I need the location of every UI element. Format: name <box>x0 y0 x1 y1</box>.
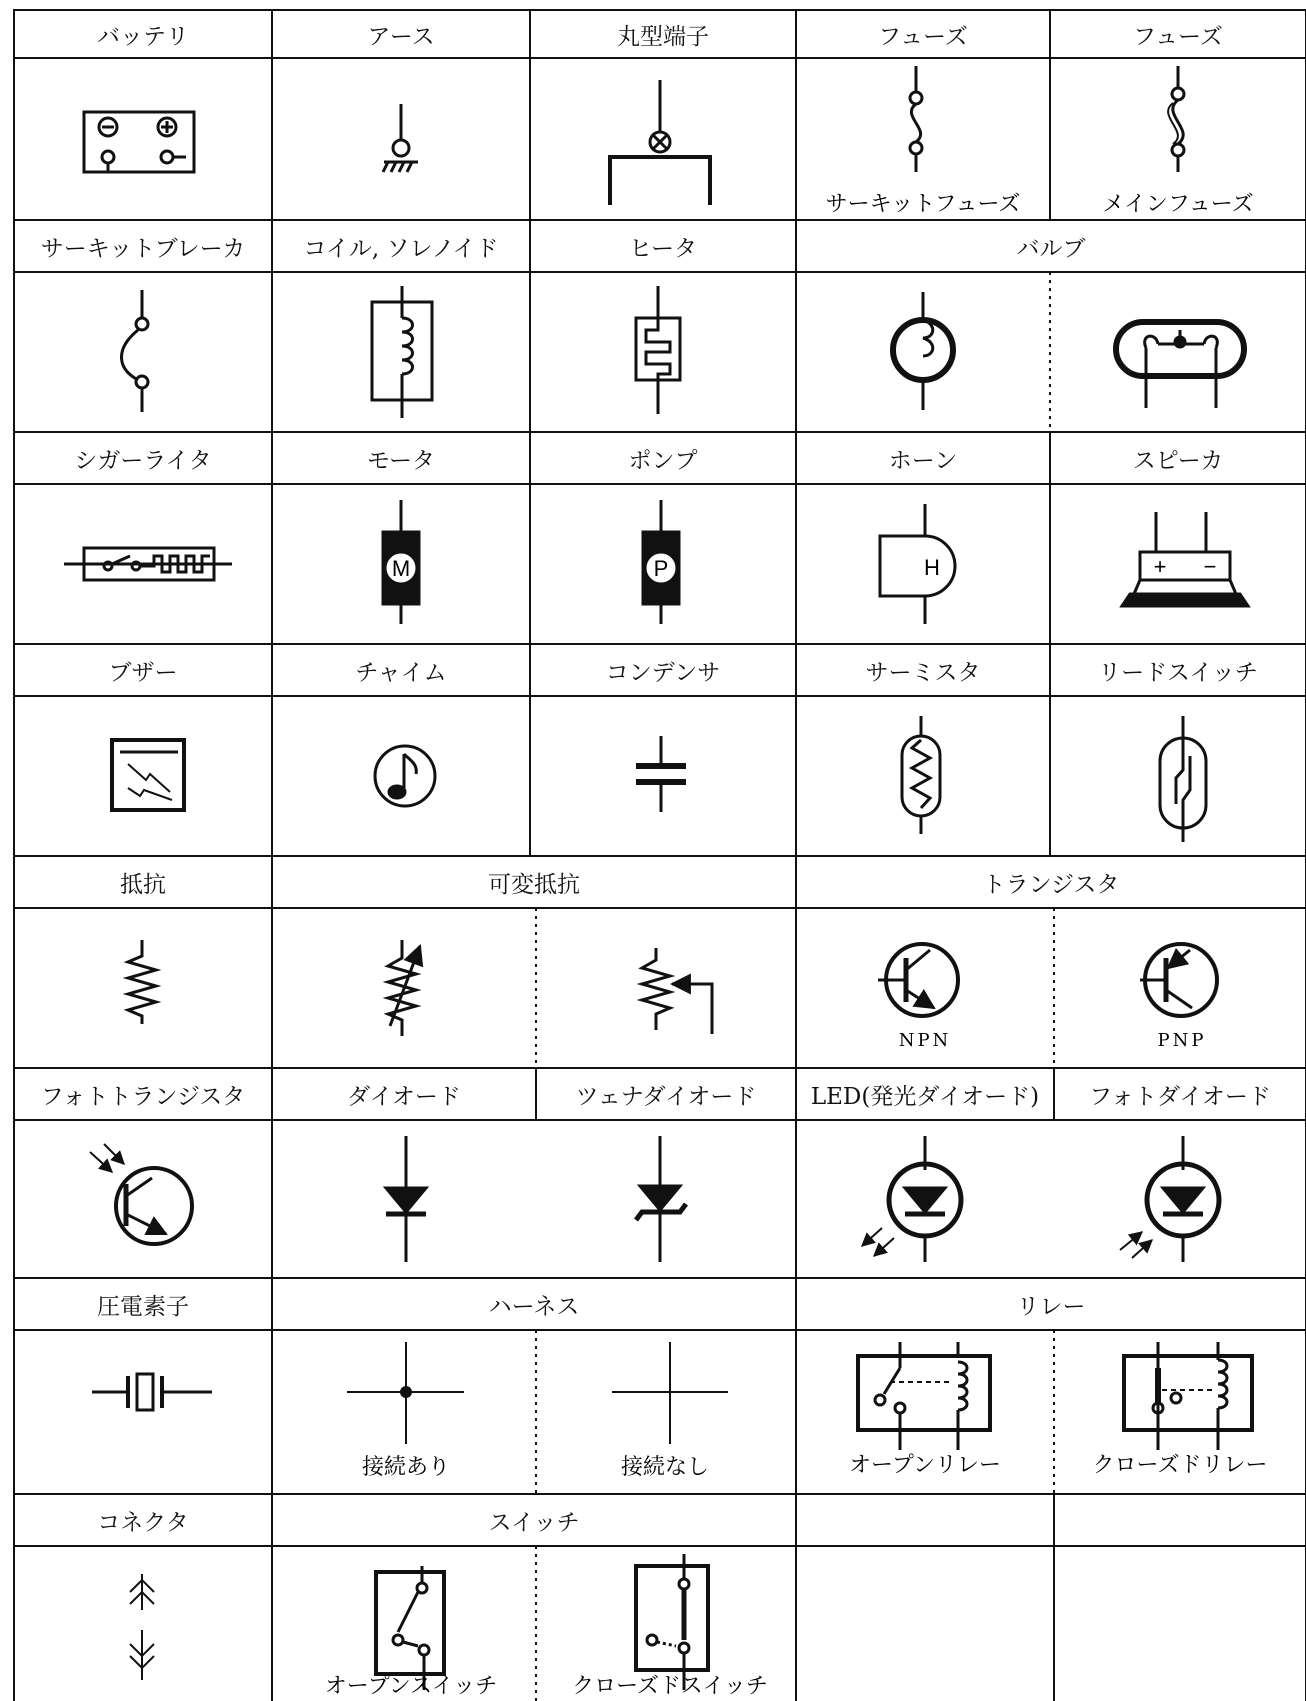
variable-resistor-icon <box>388 940 420 1036</box>
horn-icon <box>880 504 955 624</box>
header-earth: アース <box>367 24 435 50</box>
harness-connected-icon <box>347 1342 464 1444</box>
closed-relay-icon <box>1124 1342 1252 1450</box>
table-grid <box>14 10 1306 1701</box>
header-cigar-lighter: シガーライタ <box>74 448 212 474</box>
caption-closed-switch: クローズドスイッチ <box>572 1674 768 1699</box>
header-variable-resistor: 可変抵抗 <box>488 872 580 898</box>
header-relay: リレー <box>1016 1294 1086 1320</box>
caption-open-switch: オープンスイッチ <box>324 1674 498 1699</box>
header-led: LED(発光ダイオード) <box>810 1084 1040 1110</box>
open-switch-icon <box>376 1566 444 1690</box>
header-battery: バッテリ <box>97 24 189 50</box>
header-ring-terminal: 丸型端子 <box>617 24 709 50</box>
header-coil-solenoid: コイル, ソレノイド <box>303 236 499 262</box>
coil-solenoid-icon <box>372 286 432 418</box>
condenser-icon <box>636 736 686 812</box>
zener-diode-icon <box>636 1136 686 1262</box>
ring-terminal-icon <box>610 80 710 205</box>
caption-circuit-fuse: サーキットフューズ <box>825 192 1021 217</box>
header-piezo: 圧電素子 <box>97 1294 189 1320</box>
bulb-icon <box>893 292 953 410</box>
cigar-lighter-icon <box>64 548 232 580</box>
header-heater: ヒータ <box>628 236 698 262</box>
caption-open-relay: オープンリレー <box>848 1453 1002 1478</box>
header-transistor: トランジスタ <box>982 872 1120 898</box>
header-buzzer: ブザー <box>108 660 178 686</box>
pump-label: P <box>653 556 669 581</box>
header-thermistor: サーミスタ <box>865 660 981 686</box>
motor-label: M <box>391 556 411 581</box>
heater-icon <box>636 286 680 414</box>
circuit-fuse-icon <box>910 66 922 172</box>
thermistor-icon <box>902 716 940 834</box>
variable-resistor-alt-icon <box>642 948 712 1034</box>
npn-transistor-icon <box>878 944 958 1016</box>
header-photodiode: フォトダイオード <box>1089 1084 1271 1110</box>
header-phototransistor: フォトトランジスタ <box>40 1084 246 1110</box>
closed-switch-icon <box>636 1554 708 1690</box>
circuit-breaker-icon <box>122 290 149 412</box>
connector-icon <box>130 1574 154 1680</box>
header-harness: ハーネス <box>488 1294 580 1320</box>
header-motor: モータ <box>366 448 436 474</box>
bulb-double-filament-icon <box>1116 322 1244 408</box>
header-zener-diode: ツェナダイオード <box>575 1084 757 1110</box>
header-bulb: バルブ <box>1016 236 1086 262</box>
main-fuse-icon <box>1168 66 1184 172</box>
horn-label: H <box>924 555 940 580</box>
battery-icon <box>84 112 194 172</box>
header-connector: コネクタ <box>97 1510 189 1536</box>
header-pump: ポンプ <box>628 448 698 474</box>
reed-switch-icon <box>1160 716 1206 842</box>
header-fuse: フューズ <box>878 24 968 50</box>
harness-unconnected-icon <box>612 1342 728 1444</box>
header-condenser: コンデンサ <box>605 660 721 686</box>
header-reed-switch: リードスイッチ <box>1098 660 1258 686</box>
header-resistor: 抵抗 <box>120 872 166 898</box>
header-circuit-breaker: サーキットブレーカ <box>40 236 246 262</box>
header-switch: スイッチ <box>488 1510 580 1536</box>
led-icon <box>862 1136 961 1262</box>
header-fuse: フューズ <box>1133 24 1223 50</box>
header-speaker: スピーカ <box>1132 448 1224 474</box>
earth-icon <box>383 104 418 172</box>
chime-icon <box>375 746 435 806</box>
buzzer-icon <box>112 740 184 810</box>
piezo-icon <box>92 1374 212 1410</box>
npn-label: NPN <box>898 1030 952 1051</box>
header-chime: チャイム <box>355 660 447 686</box>
photodiode-icon <box>1120 1136 1219 1262</box>
diode-icon <box>386 1136 426 1262</box>
speaker-plus-sign: + <box>1153 554 1167 579</box>
resistor-icon <box>128 940 156 1024</box>
pnp-label: PNP <box>1157 1030 1207 1051</box>
caption-closed-relay: クローズドリレー <box>1092 1453 1268 1478</box>
header-horn: ホーン <box>888 448 958 474</box>
phototransistor-icon <box>90 1144 192 1244</box>
pnp-transistor-icon <box>1140 944 1217 1016</box>
open-relay-icon <box>858 1342 990 1450</box>
header-diode: ダイオード <box>347 1084 461 1110</box>
speaker-icon <box>1122 512 1248 606</box>
caption-not-connected: 接続なし <box>620 1455 710 1480</box>
caption-connected: 接続あり <box>361 1455 451 1480</box>
speaker-minus-sign: − <box>1203 554 1217 579</box>
caption-main-fuse: メインフューズ <box>1102 192 1254 217</box>
